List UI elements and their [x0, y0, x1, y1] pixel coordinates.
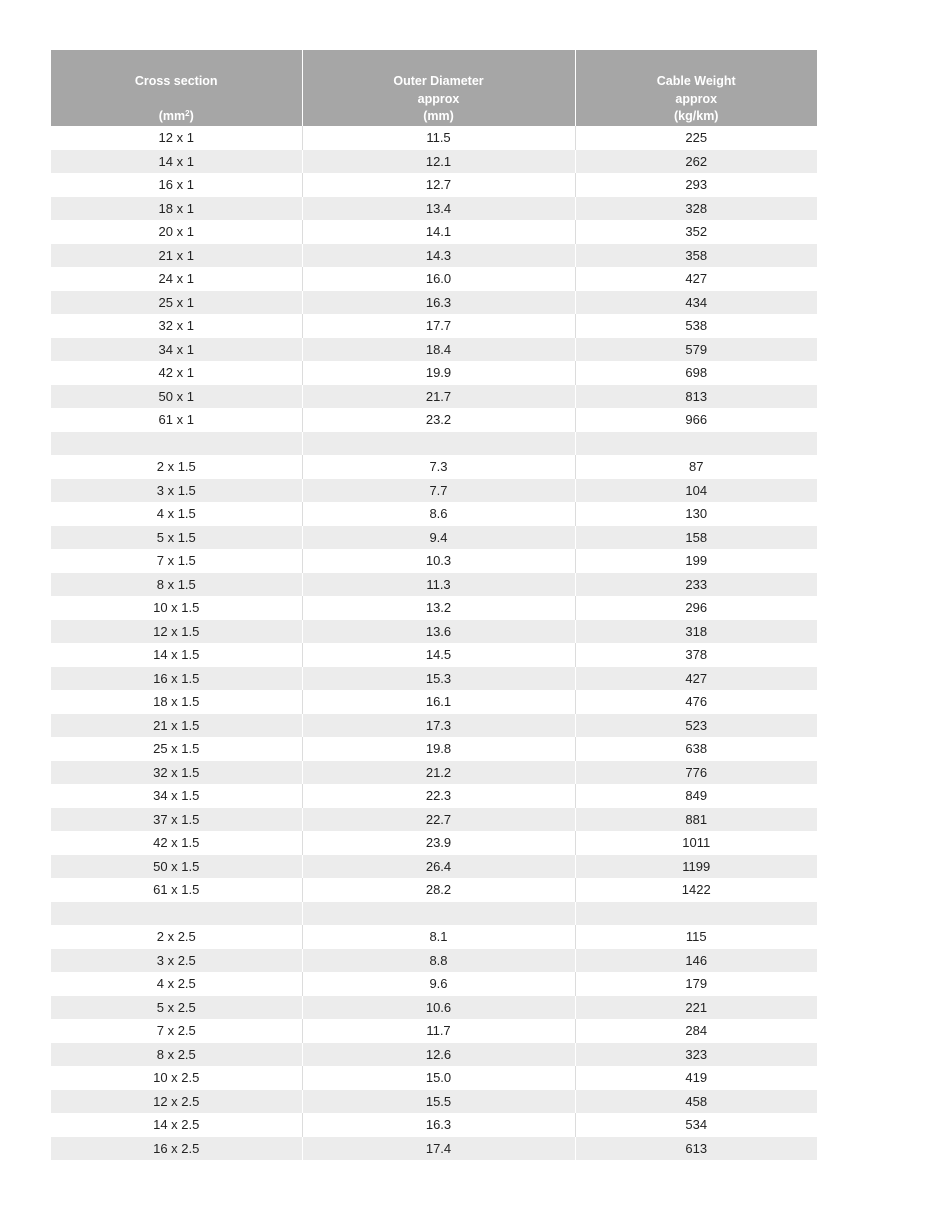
table-row	[51, 596, 817, 620]
table-row	[51, 1090, 817, 1114]
table-row	[51, 878, 817, 902]
header-cross-section-title: Cross section	[134, 74, 218, 88]
cell-outer-diameter: 16.0	[302, 267, 575, 291]
cell-cross-section: 2 x 1.5	[51, 455, 302, 479]
cable-data-table	[51, 50, 817, 1160]
cell-cable-weight: 352	[575, 220, 817, 244]
table-row	[51, 479, 817, 503]
cell-cross-section: 3 x 2.5	[51, 949, 302, 973]
table-row	[51, 338, 817, 362]
cell-cable-weight: 538	[575, 314, 817, 338]
table-row	[51, 690, 817, 714]
cell-cable-weight: 534	[575, 1113, 817, 1137]
table-row	[51, 1043, 817, 1067]
cell-cable-weight: 146	[575, 949, 817, 973]
table-row	[51, 737, 817, 761]
cell-outer-diameter: 14.5	[302, 643, 575, 667]
cell-outer-diameter: 12.1	[302, 150, 575, 174]
header-cable-weight	[575, 50, 817, 126]
cell-outer-diameter: 8.1	[302, 925, 575, 949]
cell-outer-diameter: 23.9	[302, 831, 575, 855]
unit-base: (mm	[158, 109, 186, 123]
cell-cross-section: 10 x 2.5	[51, 1066, 302, 1090]
unit-end: )	[189, 109, 194, 123]
cell-outer-diameter: 13.4	[302, 197, 575, 221]
table-row	[51, 784, 817, 808]
cell-cross-section: 7 x 2.5	[51, 1019, 302, 1043]
cell-outer-diameter: 17.3	[302, 714, 575, 738]
table-row	[51, 549, 817, 573]
cell-cross-section: 20 x 1	[51, 220, 302, 244]
cell-cross-section: 16 x 1.5	[51, 667, 302, 691]
cell-cross-section: 2 x 2.5	[51, 925, 302, 949]
cell-cable-weight: 284	[575, 1019, 817, 1043]
table-row	[51, 432, 817, 456]
table-row	[51, 408, 817, 432]
cell-cross-section: 14 x 1.5	[51, 643, 302, 667]
table-row	[51, 925, 817, 949]
table-row	[51, 267, 817, 291]
cell-cable-weight: 296	[575, 596, 817, 620]
cell-outer-diameter: 15.5	[302, 1090, 575, 1114]
cell-outer-diameter: 12.6	[302, 1043, 575, 1067]
cell-cable-weight: 1422	[575, 878, 817, 902]
cell-cross-section: 5 x 2.5	[51, 996, 302, 1020]
cell-outer-diameter: 28.2	[302, 878, 575, 902]
cell-cable-weight: 104	[575, 479, 817, 503]
cell-cross-section: 14 x 1	[51, 150, 302, 174]
cell-cable-weight: 849	[575, 784, 817, 808]
cell-cable-weight: 225	[575, 126, 817, 150]
cell-outer-diameter: 15.3	[302, 667, 575, 691]
cell-outer-diameter: 11.7	[302, 1019, 575, 1043]
cell-outer-diameter	[302, 902, 575, 926]
cell-outer-diameter: 17.4	[302, 1137, 575, 1161]
cell-cable-weight: 158	[575, 526, 817, 550]
cell-cable-weight: 966	[575, 408, 817, 432]
cell-cross-section: 24 x 1	[51, 267, 302, 291]
header-outer-diameter	[302, 50, 575, 126]
cell-outer-diameter: 22.7	[302, 808, 575, 832]
cell-outer-diameter: 9.4	[302, 526, 575, 550]
cell-cable-weight: 1199	[575, 855, 817, 879]
table-row	[51, 455, 817, 479]
cell-cable-weight: 419	[575, 1066, 817, 1090]
cell-cross-section: 7 x 1.5	[51, 549, 302, 573]
cell-cable-weight: 881	[575, 808, 817, 832]
cell-cross-section: 12 x 2.5	[51, 1090, 302, 1114]
table-row	[51, 949, 817, 973]
header-outer-diameter-unit: (mm)	[423, 109, 454, 123]
cell-outer-diameter: 16.3	[302, 1113, 575, 1137]
cell-outer-diameter: 14.1	[302, 220, 575, 244]
cell-cable-weight: 579	[575, 338, 817, 362]
cell-outer-diameter: 17.7	[302, 314, 575, 338]
cell-outer-diameter: 14.3	[302, 244, 575, 268]
header-row	[51, 50, 817, 126]
table-row	[51, 643, 817, 667]
cell-cross-section: 32 x 1	[51, 314, 302, 338]
cell-cable-weight: 130	[575, 502, 817, 526]
cell-cable-weight: 323	[575, 1043, 817, 1067]
cell-cross-section: 37 x 1.5	[51, 808, 302, 832]
cell-cable-weight: 613	[575, 1137, 817, 1161]
cell-cross-section: 50 x 1	[51, 385, 302, 409]
cell-cross-section: 3 x 1.5	[51, 479, 302, 503]
cell-cross-section: 61 x 1	[51, 408, 302, 432]
unit-superscript: 2	[185, 109, 190, 118]
cell-outer-diameter: 9.6	[302, 972, 575, 996]
cell-cross-section: 4 x 1.5	[51, 502, 302, 526]
cell-outer-diameter: 11.5	[302, 126, 575, 150]
table-row	[51, 831, 817, 855]
cell-outer-diameter: 8.6	[302, 502, 575, 526]
cell-outer-diameter: 19.8	[302, 737, 575, 761]
cell-cross-section: 14 x 2.5	[51, 1113, 302, 1137]
table-row	[51, 855, 817, 879]
cell-outer-diameter: 19.9	[302, 361, 575, 385]
header-cable-weight-unit: (kg/km)	[674, 109, 719, 123]
cell-cross-section: 61 x 1.5	[51, 878, 302, 902]
table-row	[51, 291, 817, 315]
cell-cross-section: 25 x 1	[51, 291, 302, 315]
cell-outer-diameter: 18.4	[302, 338, 575, 362]
cell-cable-weight: 318	[575, 620, 817, 644]
header-outer-diameter-title: Outer Diameter	[393, 74, 484, 88]
header-cross-section	[51, 50, 302, 126]
table-row	[51, 150, 817, 174]
cell-outer-diameter: 10.3	[302, 549, 575, 573]
cell-outer-diameter: 21.7	[302, 385, 575, 409]
cell-outer-diameter: 22.3	[302, 784, 575, 808]
cell-cable-weight: 638	[575, 737, 817, 761]
header-outer-diameter-approx: approx	[417, 92, 460, 106]
cell-cable-weight: 698	[575, 361, 817, 385]
table-row	[51, 808, 817, 832]
cell-cross-section: 18 x 1.5	[51, 690, 302, 714]
table-row	[51, 173, 817, 197]
cell-cross-section: 16 x 2.5	[51, 1137, 302, 1161]
cell-cross-section: 12 x 1	[51, 126, 302, 150]
cell-outer-diameter: 16.3	[302, 291, 575, 315]
table-row	[51, 573, 817, 597]
cell-cable-weight: 458	[575, 1090, 817, 1114]
cell-cable-weight: 434	[575, 291, 817, 315]
cell-cable-weight: 115	[575, 925, 817, 949]
table-row	[51, 1137, 817, 1161]
cell-cable-weight: 199	[575, 549, 817, 573]
cell-cable-weight: 221	[575, 996, 817, 1020]
table-row	[51, 1019, 817, 1043]
cell-cable-weight: 293	[575, 173, 817, 197]
table-row	[51, 220, 817, 244]
cell-outer-diameter: 26.4	[302, 855, 575, 879]
table-row	[51, 1066, 817, 1090]
cell-outer-diameter: 10.6	[302, 996, 575, 1020]
cell-cable-weight: 358	[575, 244, 817, 268]
table-row	[51, 714, 817, 738]
cell-cross-section: 12 x 1.5	[51, 620, 302, 644]
cell-cable-weight: 776	[575, 761, 817, 785]
cell-cable-weight: 179	[575, 972, 817, 996]
cell-cross-section: 34 x 1.5	[51, 784, 302, 808]
cell-cross-section: 21 x 1	[51, 244, 302, 268]
cell-cross-section: 8 x 2.5	[51, 1043, 302, 1067]
cell-cross-section: 8 x 1.5	[51, 573, 302, 597]
cell-outer-diameter: 7.7	[302, 479, 575, 503]
table-row	[51, 197, 817, 221]
table-row	[51, 761, 817, 785]
cell-cable-weight: 262	[575, 150, 817, 174]
cell-cable-weight: 378	[575, 643, 817, 667]
cell-outer-diameter: 13.6	[302, 620, 575, 644]
table-row	[51, 1113, 817, 1137]
cell-cross-section: 42 x 1.5	[51, 831, 302, 855]
cell-outer-diameter: 21.2	[302, 761, 575, 785]
table-row	[51, 126, 817, 150]
header-cable-weight-title: Cable Weight	[656, 74, 736, 88]
cell-cross-section: 5 x 1.5	[51, 526, 302, 550]
cell-cable-weight: 427	[575, 267, 817, 291]
table-row	[51, 667, 817, 691]
cell-outer-diameter: 23.2	[302, 408, 575, 432]
cell-cross-section: 42 x 1	[51, 361, 302, 385]
cell-cross-section: 32 x 1.5	[51, 761, 302, 785]
table-row	[51, 385, 817, 409]
cell-outer-diameter: 8.8	[302, 949, 575, 973]
cell-cable-weight: 328	[575, 197, 817, 221]
cell-cross-section	[51, 902, 302, 926]
cell-cross-section: 10 x 1.5	[51, 596, 302, 620]
cell-cable-weight: 233	[575, 573, 817, 597]
table-row	[51, 502, 817, 526]
cell-cross-section: 21 x 1.5	[51, 714, 302, 738]
cell-cross-section: 16 x 1	[51, 173, 302, 197]
table-row	[51, 314, 817, 338]
cell-cable-weight: 1011	[575, 831, 817, 855]
table-row	[51, 244, 817, 268]
cell-cross-section	[51, 432, 302, 456]
cell-cross-section: 50 x 1.5	[51, 855, 302, 879]
cell-cable-weight: 523	[575, 714, 817, 738]
cell-outer-diameter	[302, 432, 575, 456]
table-body	[51, 126, 817, 1160]
table-row	[51, 972, 817, 996]
table-row	[51, 526, 817, 550]
cell-cross-section: 25 x 1.5	[51, 737, 302, 761]
table-row	[51, 996, 817, 1020]
cell-cross-section: 34 x 1	[51, 338, 302, 362]
cell-outer-diameter: 7.3	[302, 455, 575, 479]
header-cross-section-unit	[51, 109, 302, 123]
cell-cable-weight: 476	[575, 690, 817, 714]
table-header	[51, 50, 817, 126]
cell-outer-diameter: 16.1	[302, 690, 575, 714]
cell-cable-weight: 813	[575, 385, 817, 409]
cell-cable-weight: 87	[575, 455, 817, 479]
cell-cable-weight	[575, 902, 817, 926]
cell-outer-diameter: 15.0	[302, 1066, 575, 1090]
cell-cross-section: 18 x 1	[51, 197, 302, 221]
cell-outer-diameter: 12.7	[302, 173, 575, 197]
table-row	[51, 902, 817, 926]
cell-cable-weight: 427	[575, 667, 817, 691]
cell-outer-diameter: 13.2	[302, 596, 575, 620]
header-cable-weight-approx: approx	[675, 92, 718, 106]
cell-cable-weight	[575, 432, 817, 456]
table-row	[51, 620, 817, 644]
table-row	[51, 361, 817, 385]
cell-cross-section: 4 x 2.5	[51, 972, 302, 996]
cell-outer-diameter: 11.3	[302, 573, 575, 597]
